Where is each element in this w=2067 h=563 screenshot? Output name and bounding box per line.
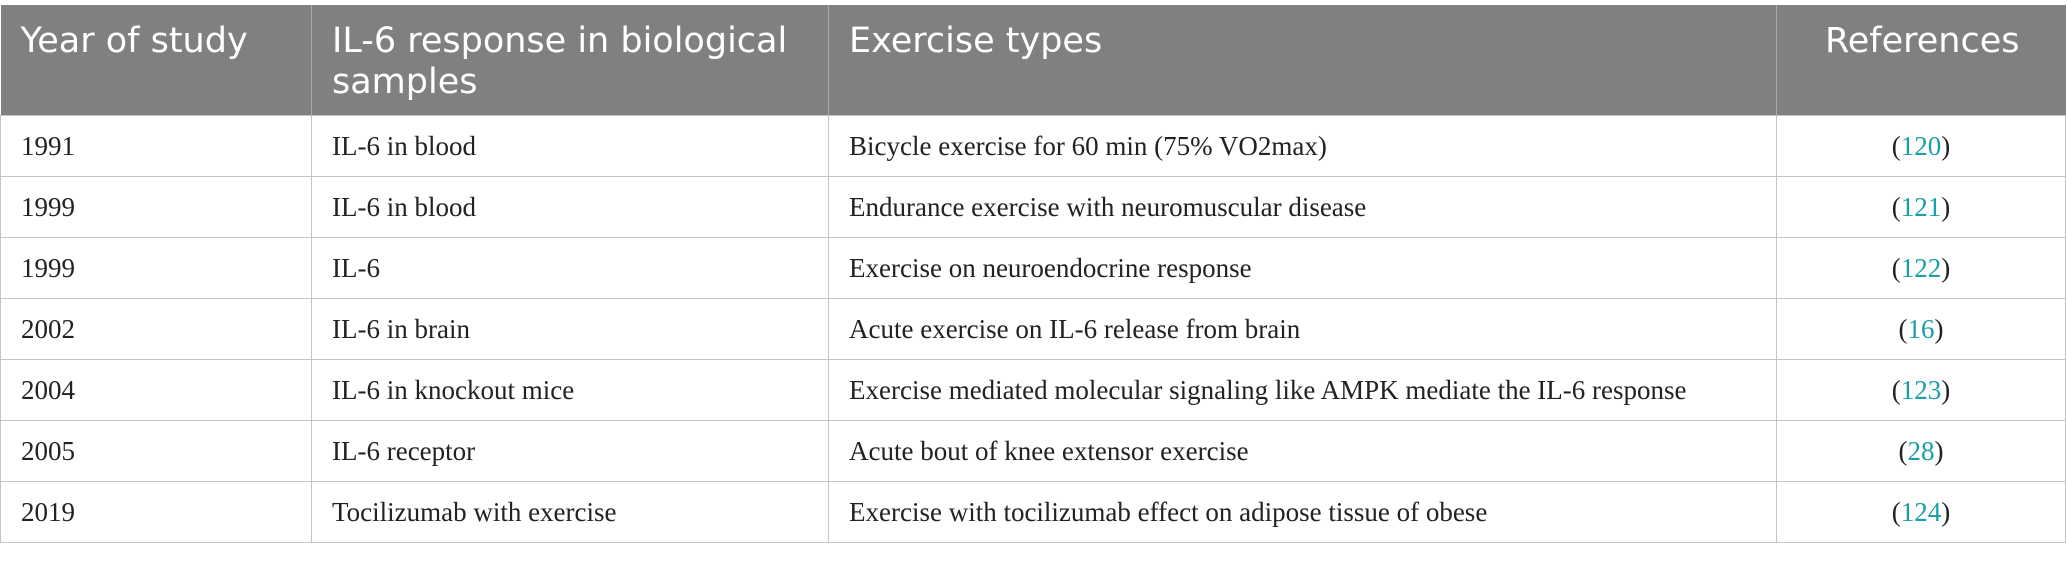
table-row — [1, 421, 2066, 482]
cell-year: 2005 — [1, 421, 312, 482]
reference-link[interactable]: 120 — [1900, 130, 1942, 161]
cell-exercise: Bicycle exercise for 60 min (75% VO2max) — [829, 116, 1777, 177]
cell-response: IL-6 receptor — [312, 421, 829, 482]
table-row — [1, 238, 2066, 299]
cell-exercise: Exercise mediated molecular signaling like AMPK mediate the IL-6 response — [829, 360, 1777, 421]
cell-response: IL-6 in blood — [312, 177, 829, 238]
cell-response: IL-6 in blood — [312, 116, 829, 177]
cell-exercise: Acute bout of knee extensor exercise — [829, 421, 1777, 482]
cell-year: 1991 — [1, 116, 312, 177]
table-body — [1, 116, 2066, 543]
table-row — [1, 299, 2066, 360]
table-row — [1, 360, 2066, 421]
exercise-il6-table — [0, 5, 2066, 543]
reference-link[interactable]: 121 — [1900, 191, 1942, 222]
table-row — [1, 177, 2066, 238]
cell-reference: (16) — [1777, 299, 2066, 360]
cell-exercise: Endurance exercise with neuromuscular disease — [829, 177, 1777, 238]
reference-link[interactable]: 16 — [1907, 313, 1935, 344]
data-table-container — [0, 5, 2065, 543]
cell-reference: (120) — [1777, 116, 2066, 177]
cell-reference: (28) — [1777, 421, 2066, 482]
table-header — [1, 5, 2066, 116]
header-row — [1, 5, 2066, 116]
cell-year: 2002 — [1, 299, 312, 360]
cell-reference: (124) — [1777, 482, 2066, 543]
cell-year: 2019 — [1, 482, 312, 543]
cell-exercise: Exercise on neuroendocrine response — [829, 238, 1777, 299]
header-references: References — [1777, 5, 2066, 116]
table-row — [1, 482, 2066, 543]
table-row — [1, 116, 2066, 177]
reference-link[interactable]: 122 — [1900, 252, 1942, 283]
cell-response: IL-6 — [312, 238, 829, 299]
cell-exercise: Acute exercise on IL-6 release from brain — [829, 299, 1777, 360]
cell-exercise: Exercise with tocilizumab effect on adipose tissue of obese — [829, 482, 1777, 543]
header-year: Year of study — [1, 5, 312, 116]
reference-link[interactable]: 28 — [1907, 435, 1935, 466]
cell-response: Tocilizumab with exercise — [312, 482, 829, 543]
cell-reference: (122) — [1777, 238, 2066, 299]
cell-reference: (123) — [1777, 360, 2066, 421]
reference-link[interactable]: 124 — [1900, 496, 1942, 527]
cell-response: IL-6 in knockout mice — [312, 360, 829, 421]
cell-year: 1999 — [1, 238, 312, 299]
cell-reference: (121) — [1777, 177, 2066, 238]
cell-year: 1999 — [1, 177, 312, 238]
cell-year: 2004 — [1, 360, 312, 421]
header-exercise: Exercise types — [829, 5, 1777, 116]
cell-response: IL-6 in brain — [312, 299, 829, 360]
header-response: IL-6 response in biological samples — [312, 5, 829, 116]
reference-link[interactable]: 123 — [1900, 374, 1942, 405]
